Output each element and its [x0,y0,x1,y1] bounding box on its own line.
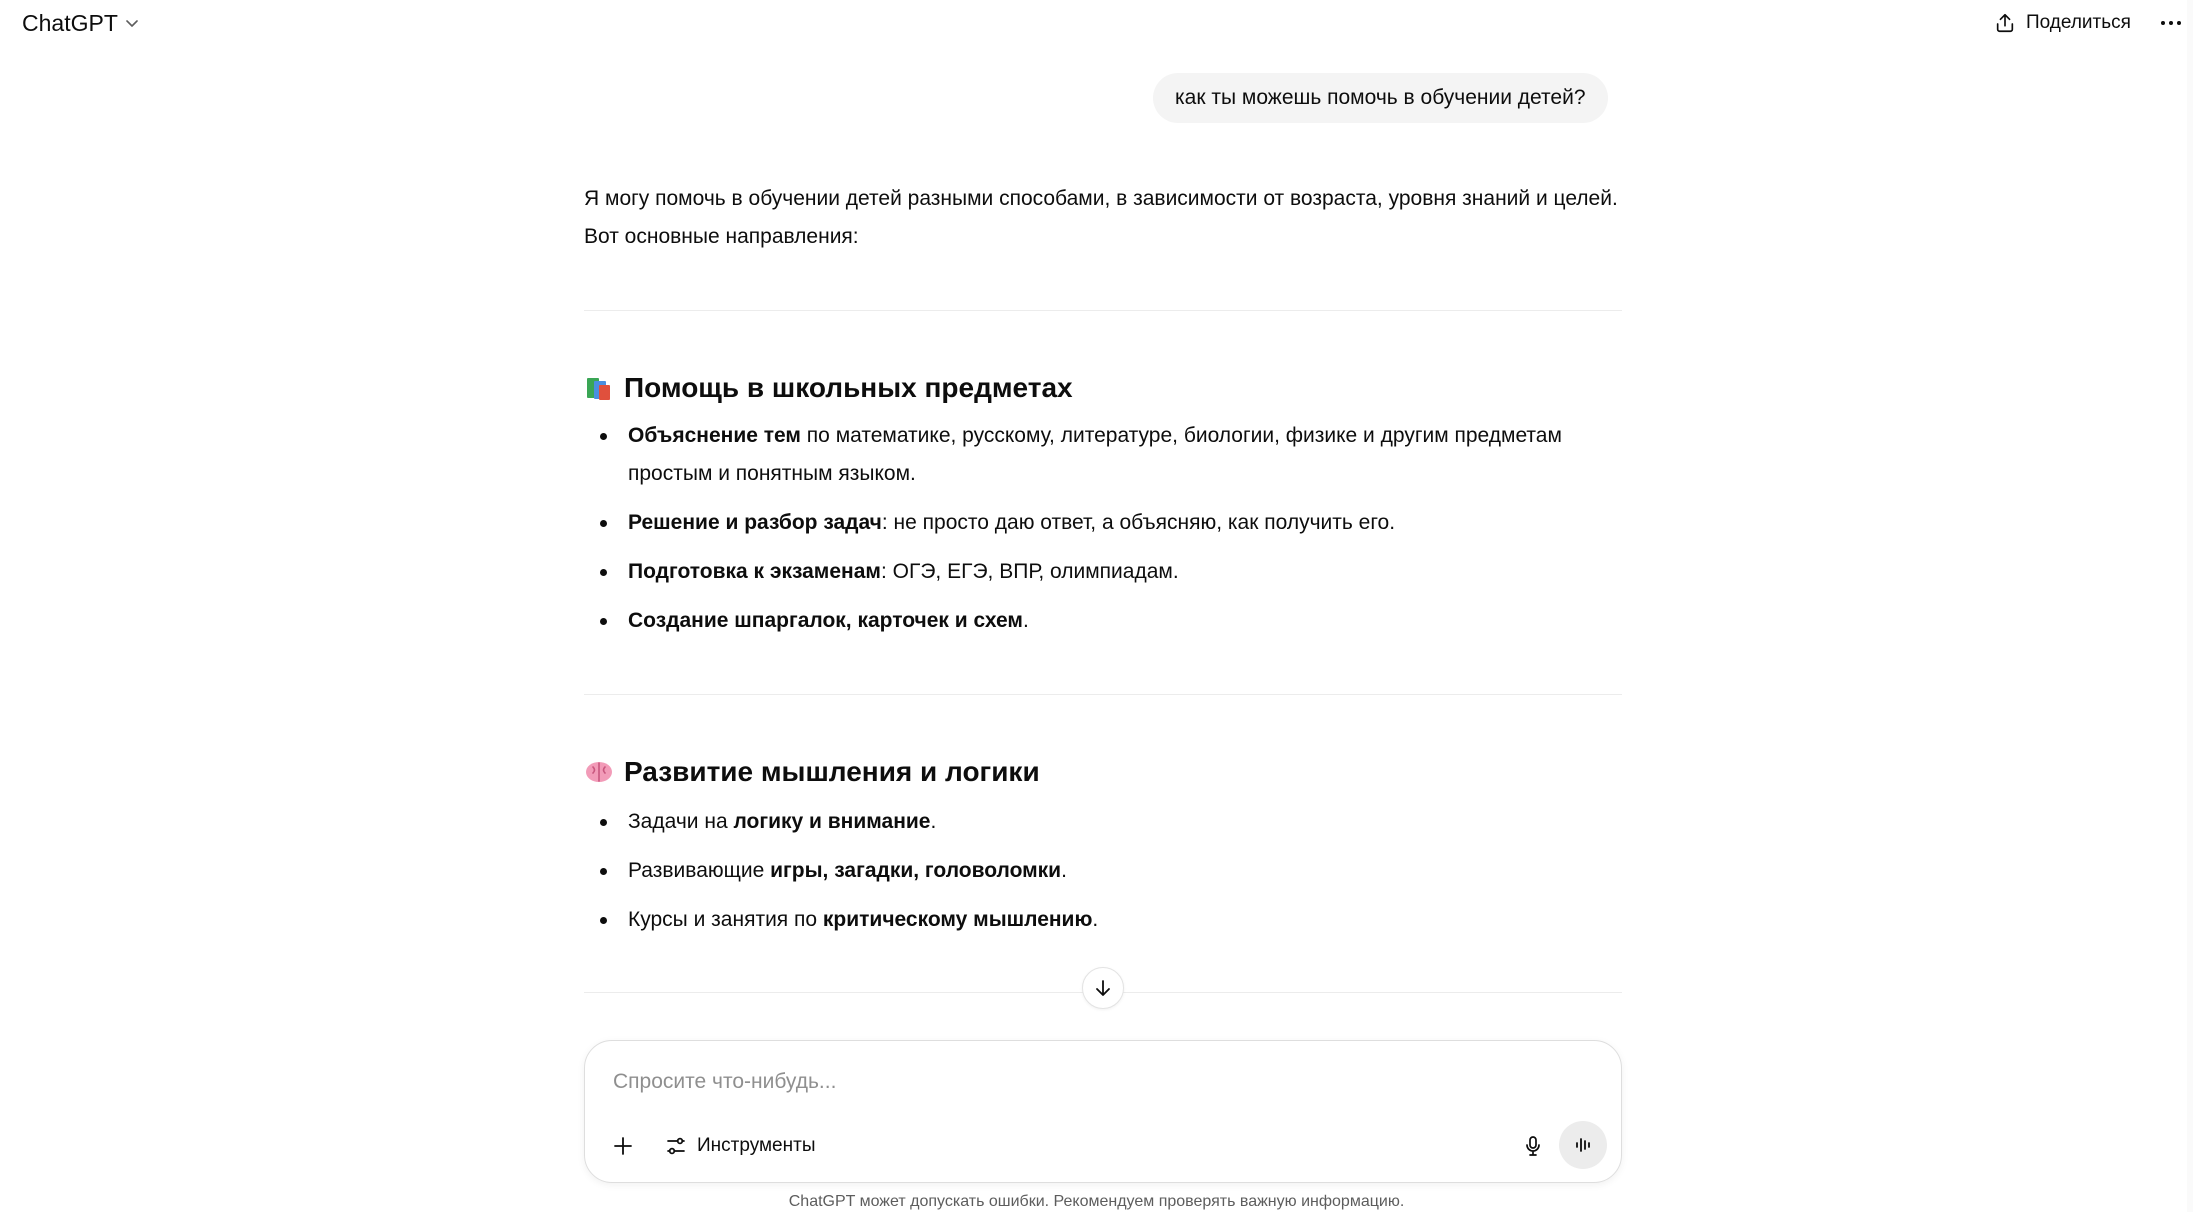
share-label: Поделиться [2026,12,2131,33]
brain-icon [584,757,614,787]
list-item: Задачи на логику и внимание. [584,803,1622,841]
assistant-intro: Я могу помочь в обучении детей разными способами, в зависимости от возраста, уровня знаний и целей. Вот основные направления: [584,187,1618,248]
section-title [584,754,1040,790]
scroll-to-bottom-button[interactable] [1082,967,1124,1009]
section-title-text: Развитие мышления и логики [624,756,1040,787]
dictate-button[interactable] [1515,1128,1551,1164]
bullet-list [584,803,1622,950]
model-name: ChatGPT [22,9,118,36]
voice-mode-button[interactable] [1559,1121,1607,1169]
disclaimer-text: ChatGPT может допускать ошибки. Рекомендуем проверять важную информацию. [788,1193,1405,1210]
waveform-icon [1572,1134,1594,1156]
tools-button[interactable] [657,1128,823,1164]
sliders-icon [665,1135,687,1157]
list-item: Курсы и занятия по критическому мышлению. [584,901,1622,939]
divider [584,694,1622,695]
bullet-list [584,417,1622,651]
add-attachment-button[interactable] [605,1128,641,1164]
chevron-down-icon [124,15,140,31]
ellipsis-icon [2160,19,2182,27]
share-icon [1994,12,2016,34]
books-icon [584,373,614,403]
model-switcher[interactable] [12,6,150,40]
scrollbar[interactable] [2187,0,2193,1212]
tools-label: Инструменты [697,1135,816,1156]
user-message [1153,73,1608,123]
share-button[interactable] [1988,6,2137,40]
list-item: Решение и разбор задач: не просто даю ответ, а объясняю, как получить его. [584,504,1622,542]
plus-icon [612,1135,634,1157]
top-bar [0,0,2193,46]
section-title [584,370,1073,406]
divider [584,310,1622,311]
list-item: Развивающие игры, загадки, головоломки. [584,852,1622,890]
list-item: Объяснение тем по математике, русскому, литературе, биологии, физике и другим предметам простым и понятным языком. [584,417,1622,493]
list-item: Подготовка к экзаменам: ОГЭ, ЕГЭ, ВПР, олимпиадам. [584,553,1622,591]
section-title-text: Помощь в школьных предметах [624,372,1073,403]
composer [584,1040,1622,1183]
user-message-text: как ты можешь помочь в обучении детей? [1175,86,1586,109]
microphone-icon [1522,1135,1544,1157]
list-item: Создание шпаргалок, карточек и схем. [584,602,1622,640]
prompt-input[interactable] [613,1065,1573,1099]
arrow-down-icon [1093,978,1113,998]
more-options-button[interactable] [2154,8,2188,38]
